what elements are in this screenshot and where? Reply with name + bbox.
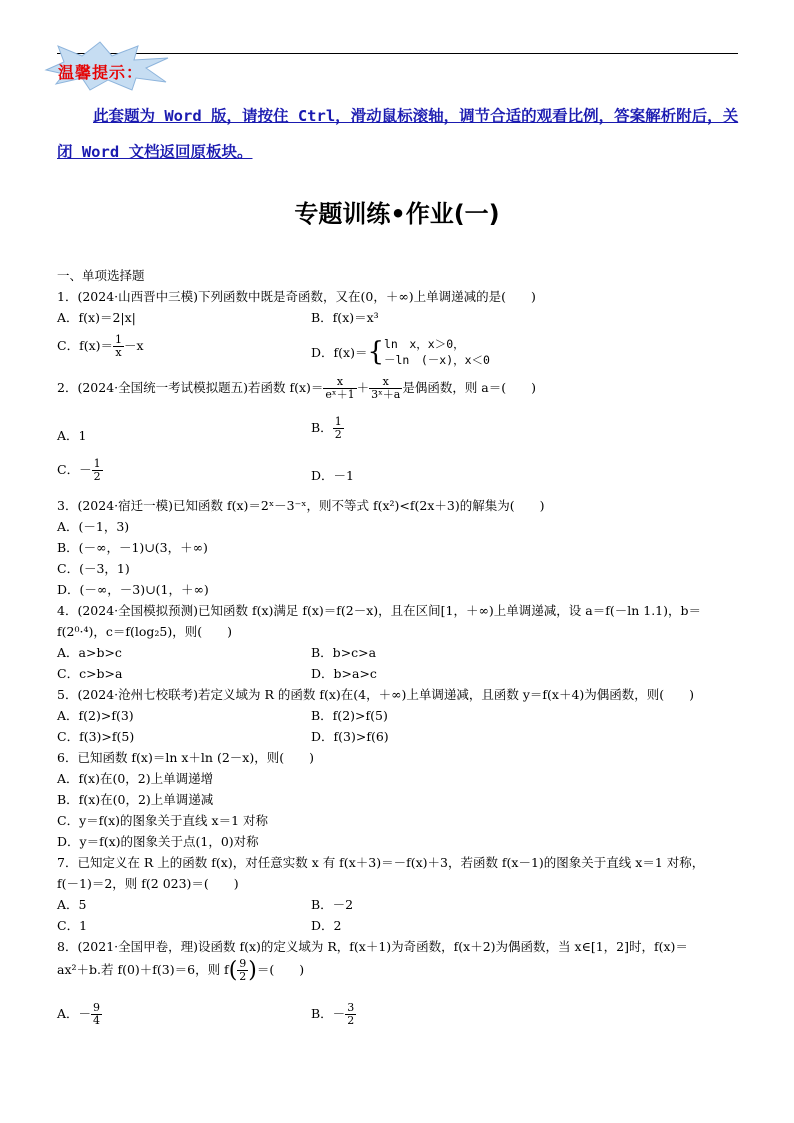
q1-c-post: －x (124, 338, 144, 353)
q2-f1-den: eˣ＋1 (325, 388, 355, 401)
q2-f2-num: x (369, 376, 402, 389)
section-heading: 一、单项选择题 (57, 268, 145, 283)
q7-option-c: C．1 (57, 918, 88, 933)
q7-option-a: A．5 (57, 897, 87, 912)
q2-option-c (57, 458, 103, 483)
q2-fraction-1 (323, 376, 356, 401)
q2-stem (57, 376, 536, 401)
q4-stem-line2: f(2⁰·⁴)，c＝f(log₂5)，则( ) (57, 624, 232, 639)
q8-den: 2 (239, 970, 247, 983)
q4-option-b: B．b>c>a (311, 645, 377, 660)
q8-a-fraction (91, 1002, 102, 1027)
q1-d-line2: －ln (－x)，x＜0 (384, 353, 490, 367)
q8-paren-left: ( (228, 958, 238, 983)
q8-b-fraction (345, 1002, 356, 1027)
q8-b-den: 2 (347, 1014, 355, 1027)
q1-d-pre: D．f(x)＝ (311, 345, 368, 360)
q2-fraction-2 (369, 376, 402, 401)
q1-c-num: 1 (115, 333, 122, 346)
q3-stem: 3．(2024·宿迁一模)已知函数 f(x)＝2ˣ－3⁻ˣ，则不等式 f(x²)<f(2x＋3)的解集为( ) (57, 498, 545, 513)
q4-stem-line1: 4．(2024·全国模拟预测)已知函数 f(x)满足 f(x)＝f(2－x)，且在区间[1，＋∞)上单调递减，设 a＝f(－ln 1.1)，b＝ (57, 603, 702, 618)
tip-body (57, 98, 741, 170)
q8-option-b (311, 1002, 356, 1027)
q6-option-d: D．y＝f(x)的图象关于点(1，0)对称 (57, 834, 259, 849)
q8-option-a (57, 1002, 102, 1027)
page-title: 专题训练•作业(一) (294, 200, 500, 228)
q1-d-line1: ln x，x＞0， (384, 337, 465, 351)
q8-b-pre: B．－ (311, 1006, 346, 1021)
q5-option-b: B．f(2)>f(5) (311, 708, 388, 723)
q4-option-d: D．b>a>c (311, 666, 377, 681)
q2-f2-den: 3ˣ＋a (371, 388, 401, 401)
q2-b-pre: B． (311, 420, 333, 435)
q6-option-a: A．f(x)在(0，2)上单调递增 (57, 771, 214, 786)
tip-title: 温馨提示： (58, 63, 144, 82)
q2-f1-num: x (323, 376, 356, 389)
q2-b-num: 1 (334, 415, 342, 428)
q5-option-a: A．f(2)>f(3) (57, 708, 134, 723)
q2-c-den: 2 (93, 470, 101, 483)
q1-option-b: B．f(x)＝x³ (311, 310, 379, 325)
q3-option-b: B．(－∞，－1)∪(3，＋∞) (57, 540, 208, 555)
tip-text: 此套题为 Word 版，请按住 Ctrl，滑动鼠标滚轴，调节合适的观看比例，答案解析附后，关闭 Word 文档返回原板块。 (57, 107, 739, 161)
q2-b-fraction (333, 416, 344, 441)
q3-option-c: C．(－3，1) (57, 561, 130, 576)
q2-option-d: D．－1 (311, 468, 354, 483)
q2-option-b (311, 416, 344, 441)
q8-stem-pre: ax²＋b.若 f(0)＋f(3)＝6，则 f (57, 962, 229, 977)
q8-a-num: 9 (93, 1001, 101, 1014)
q1-c-pre: C．f(x)＝ (57, 338, 113, 353)
q1-stem: 1．(2024·山西晋中三模)下列函数中既是奇函数，又在(0，＋∞)上单调递减的是( ) (57, 289, 536, 304)
q5-stem: 5．(2024·沧州七校联考)若定义域为 R 的函数 f(x)在(4，＋∞)上单调递减，且函数 y＝f(x＋4)为偶函数，则( ) (57, 687, 695, 702)
q1-d-cases (384, 336, 490, 368)
q2-b-den: 2 (334, 428, 342, 441)
q8-stem-line1: 8．(2021·全国甲卷，理)设函数 f(x)的定义域为 R，f(x＋1)为奇函数，f(x＋2)为偶函数，当 x∈[1，2]时，f(x)＝ (57, 939, 688, 954)
q8-a-pre: A．－ (57, 1006, 92, 1021)
q6-stem: 6．已知函数 f(x)＝ln x＋ln (2－x)，则( ) (57, 750, 314, 765)
q3-option-d: D．(－∞，－3)∪(1，＋∞) (57, 582, 209, 597)
q1-option-c (57, 334, 144, 359)
q7-option-d: D．2 (311, 918, 342, 933)
q8-stem-line2 (57, 958, 304, 983)
q4-option-c: C．c>b>a (57, 666, 123, 681)
q2-c-num: 1 (93, 457, 101, 470)
q7-stem-line2: f(－1)＝2，则 f(2 023)＝( ) (57, 876, 239, 891)
q1-c-den: x (115, 346, 122, 359)
q2-stem-post: 是偶函数，则 a＝( ) (402, 380, 536, 395)
q7-option-b: B．－2 (311, 897, 354, 912)
q8-paren-right: ) (248, 958, 257, 983)
q2-option-a: A．1 (57, 428, 87, 443)
q4-option-a: A．a>b>c (57, 645, 122, 660)
q2-stem-pre: 2．(2024·全国统一考试模拟题五)若函数 f(x)＝ (57, 380, 324, 395)
q1-option-d (311, 336, 490, 368)
q2-c-pre: C．－ (57, 462, 92, 477)
q2-plus: ＋ (356, 380, 370, 395)
q6-option-b: B．f(x)在(0，2)上单调递减 (57, 792, 214, 807)
q2-c-fraction (92, 458, 103, 483)
q1-d-brace: { (367, 337, 384, 367)
q8-a-den: 4 (93, 1014, 101, 1027)
q7-stem-line1: 7．已知定义在 R 上的函数 f(x)，对任意实数 x 有 f(x＋3)＝－f(x)＋3，若函数 f(x－1)的图象关于直线 x＝1 对称， (57, 855, 705, 870)
q8-fraction (237, 958, 248, 983)
q8-stem-post: ＝( ) (256, 962, 305, 977)
q8-num: 9 (239, 957, 247, 970)
q1-c-fraction (113, 334, 124, 359)
q5-option-d: D．f(3)>f(6) (311, 729, 389, 744)
q3-option-a: A．(－1，3) (57, 519, 130, 534)
q5-option-c: C．f(3)>f(5) (57, 729, 135, 744)
q6-option-c: C．y＝f(x)的图象关于直线 x＝1 对称 (57, 813, 269, 828)
q8-b-num: 3 (347, 1001, 355, 1014)
q1-option-a: A．f(x)＝2|x| (57, 310, 136, 325)
